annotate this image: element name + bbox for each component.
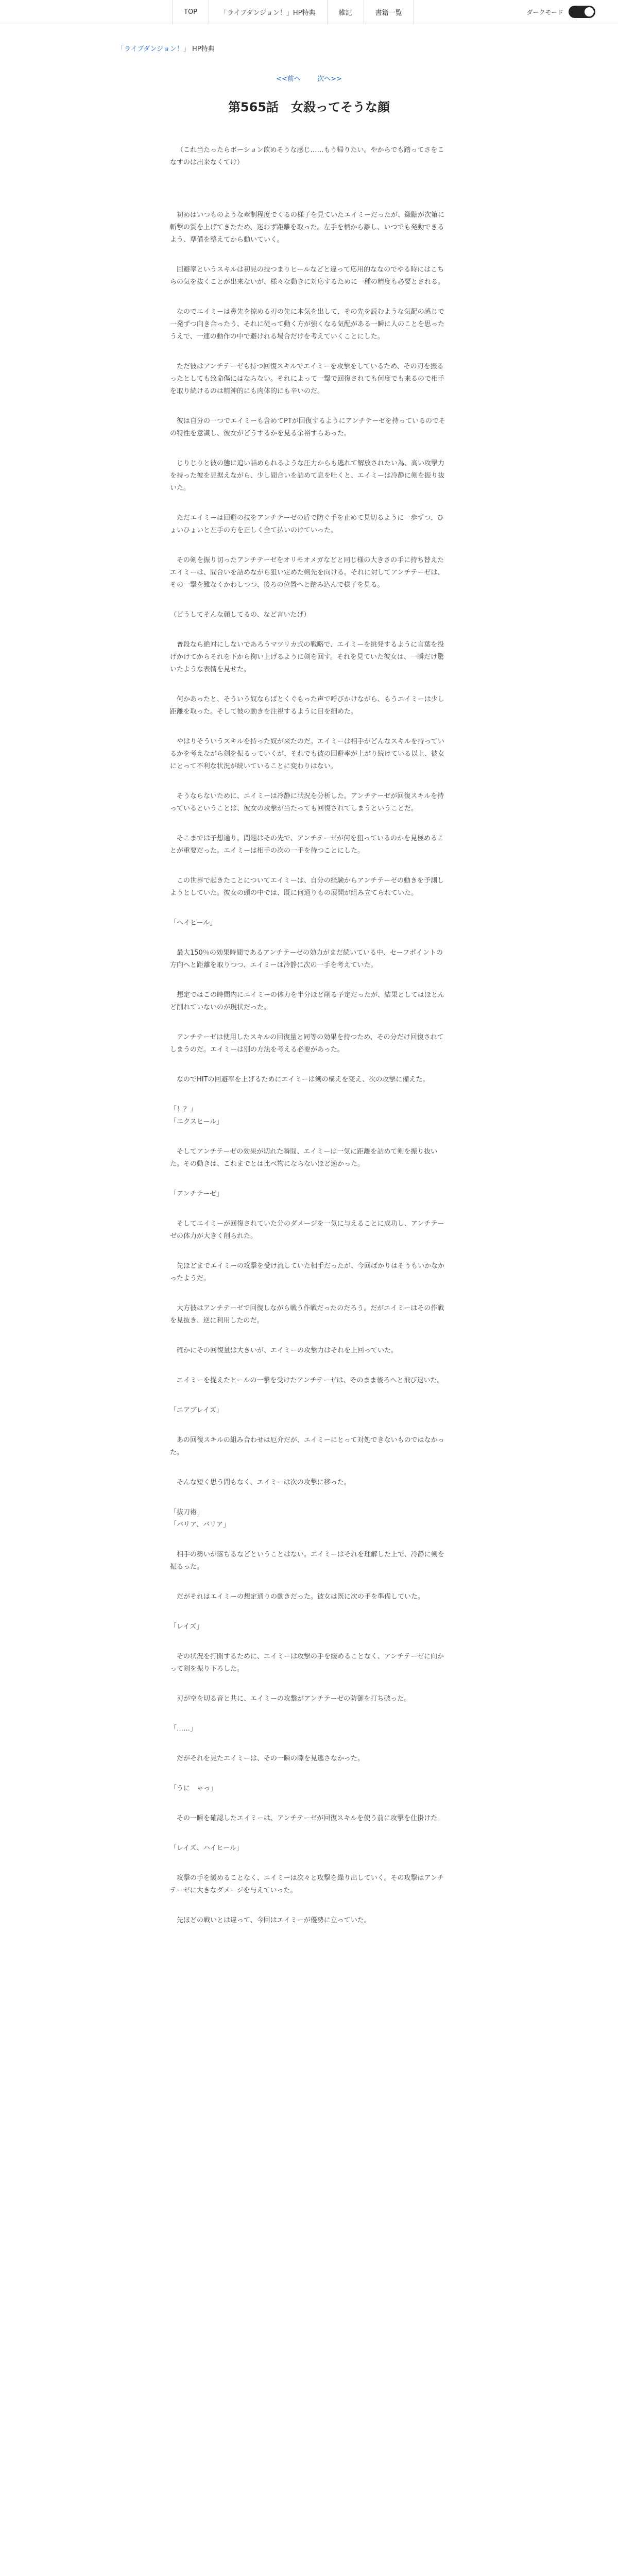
- chapter-body: [170, 144, 448, 1944]
- breadcrumb-link[interactable]: 「ライブダンジョン！」: [117, 45, 190, 53]
- paragraph: 刃が空を切る音と共に、エイミーの攻撃がアンチテーゼの防御を打ち破った。: [177, 1695, 411, 1703]
- menu-item-book-list[interactable]: 書籍一覧: [364, 0, 414, 24]
- dialogue-line: 「ヘイヒール」: [170, 919, 217, 927]
- paragraph: そしてエイミーが回復されていた分のダメージを一気に与えることに成功し、アンチテーゼの体力が大きく削られた。: [170, 1220, 444, 1240]
- paragraph: なのでHITの回避率を上げるためにエイミーは剣の構えを変え、次の攻撃に備えた。: [177, 1076, 430, 1083]
- paragraph: この世界で起きたことについてエイミーは、自分の経験からアンチテーゼの動きを予測しようとしていた。彼女の頭の中では、既に何通りもの展開が組み立てられていた。: [170, 877, 444, 897]
- paragraph: 想定ではこの時間内にエイミーの体力を半分ほど削る予定だったが、結果としてはほとんど削れていないのが現状だった。: [170, 991, 445, 1011]
- dialogue-line: 「アンチテーゼ」: [170, 1190, 224, 1198]
- paragraph: 何かあったと、そういう奴ならばとくぐもった声で呼びかけながら、もうエイミーは少し距離を取った。そして彼の動きを注視するように目を細めた。: [170, 696, 444, 716]
- paragraph: そこまでは予想通り。問題はその先で、アンチテーゼが何を狙っているのかを見極めることが重要だった。エイミーは相手の次の一手を待つことにした。: [170, 835, 444, 855]
- paragraph: そうならないために、エイミーは冷静に状況を分析した。アンチテーゼが回復スキルを持っているということは、彼女の攻撃が当たっても回復されてしまうということだ。: [170, 792, 444, 812]
- menu-item-top[interactable]: TOP: [172, 0, 209, 24]
- dialogue-line: 「！？」 「エクスヒール」: [170, 1106, 224, 1126]
- dialogue-line: 「レイズ」: [170, 1623, 203, 1631]
- paragraph: そんな短く思う間もなく、エイミーは次の攻撃に移った。: [177, 1479, 351, 1486]
- site-menu: [172, 0, 414, 24]
- dialogue-line: 「レイズ、ハイヒール」: [170, 1844, 243, 1852]
- dialogue-line: 「うに ゃっ」: [170, 1785, 217, 1792]
- toggle-knob: [585, 7, 594, 16]
- paragraph: 攻撃の手を緩めることなく、エイミーは次々と攻撃を繰り出していく。その攻撃はアンチテーゼに大きなダメージを与えていった。: [170, 1874, 444, 1894]
- paragraph: やはりそういうスキルを持った奴が来たのだ。エイミーは相手がどんなスキルを持っているかを考えながら剣を振るっていくが、それでも彼の回避率が上がり続けている以上、彼女にとって不利な状況が続いていることに変わりはない。: [170, 738, 445, 770]
- breadcrumb-current: HP特典: [190, 45, 215, 53]
- paragraph: 普段なら絶対にしないであろうマツリカ式の戦略で、エイミーを挑発するように言葉を投げかけてからそれを下から掬い上げるように剣を回す。それを見ていた彼女は、一瞬だけ驚いたような表情を見せた。: [170, 641, 444, 673]
- prev-chapter-link[interactable]: <<前へ: [276, 75, 301, 83]
- paragraph: 先ほどの戦いとは違って、今回はエイミーが優勢に立っていた。: [177, 1917, 371, 1924]
- dialogue-line: 「……」: [170, 1725, 197, 1733]
- darkmode-label: ダークモード: [526, 8, 563, 16]
- dialogue-line: 「エアブレイズ」: [170, 1406, 223, 1414]
- paragraph: 初めはいつものような牽制程度でくるの様子を見ていたエイミーだったが、鎌鼬が次第に斬撃の質を上げてきたため、迷わず距離を取った。左手を柄から離し、いつでも発動できるよう、準備を整えてから動いていく。: [170, 211, 445, 244]
- top-navigation: [0, 0, 618, 24]
- paragraph: 相手の勢いが落ちるなどということはない。エイミーはそれを理解した上で、冷静に剣を振るった。: [170, 1551, 444, 1571]
- darkmode-switch: [526, 6, 595, 18]
- paragraph: 回避率というスキルは初見の技つまりヒールなどと違って応用的ななのでやる時にはこちらの気を抜くことが出来ないが、様々な動きに対応するために一種の精度も必要とされる。: [170, 266, 445, 286]
- menu-item-notes[interactable]: 雑記: [327, 0, 364, 24]
- paragraph: （これ当たったらボーション飲めそうな感じ……もう帰りたい。やからでも踏ってさをこなすのは出来なくてけ）: [170, 146, 444, 166]
- chapter-title: 第565話 女殺ってそうな顔: [228, 100, 390, 114]
- paragraph: 最大150％の効果時間であるアンチテーゼの効力がまだ続いている中、セーフポイントの方向へと距離を取りつつ、エイミーは冷静に次の一手を考えていた。: [170, 949, 443, 969]
- paragraph: その剣を振り切ったアンチテーゼをオリモオメガなどと同じ様の大きさの手に持ち替えたエイミーは、間合いを詰めながら狙い定めた剣先を向ける。それに対してアンチテーゼは、その一撃を難なくかわしつつ、後ろの位置へと踏み込んで様子を見る。: [170, 556, 444, 589]
- paragraph: アンチテーゼは使用したスキルの回復量と同等の効果を持つため、その分だけ回復されてしまうのだ。エイミーは別の方法を考える必要があった。: [170, 1033, 444, 1054]
- paragraph: だがそれを見たエイミーは、その一瞬の隙を見逃さなかった。: [177, 1755, 365, 1762]
- paragraph: ただエイミーは回避の技をアンチテーゼの盾で防ぐ手を止めて見切るように一歩ずつ、ひょいひょいと左手の方を正しく全て払いのけていった。: [170, 514, 444, 534]
- paragraph: そしてアンチテーゼの効果が切れた瞬間、エイミーは一気に距離を詰めて剣を振り抜いた。その動きは、これまでとは比べ物にならないほど速かった。: [170, 1148, 438, 1168]
- next-chapter-link[interactable]: 次へ>>: [317, 75, 342, 83]
- paragraph: その一瞬を確認したエイミーは、アンチテーゼが回復スキルを使う前に攻撃を仕掛けた。: [177, 1815, 444, 1822]
- paragraph: じりじりと彼の態に追い詰められるような圧力からも逃れて解放されたい為、高い攻撃力を持った彼を見据えながら、少し間合いを詰めて息を吐くと、エイミーは冷静に剣を振り抜いた。: [170, 460, 445, 492]
- paragraph: だがそれはエイミーの想定通りの動きだった。彼女は既に次の手を準備していた。: [177, 1593, 425, 1601]
- breadcrumb: [117, 43, 215, 53]
- paragraph: 確かにその回復量は大きいが、エイミーの攻撃力はそれを上回っていた。: [177, 1347, 398, 1354]
- paragraph: なのでエイミーは鼻先を掠める刃の先に本気を出して、その先を読むような気配の感じで一発ずつ向き合ったう、それに従って動く方が強くなる気配がある一瞬に人のことを思ったうえで、一連の動作の中で避けれる場合だけを考えていくことにした。: [170, 308, 445, 341]
- paragraph: 先ほどまでエイミーの攻撃を受け流していた相手だったが、今回ばかりはそうもいかなかったようだ。: [170, 1262, 445, 1282]
- paragraph: 彼は自分の一つでエイミーも含めてPTが回復するようにアンチテーゼを持っているのでその特性を意識し、彼女がどうするかを見る余裕すらあった。: [170, 417, 446, 437]
- dialogue-line: 「抜刀術」 「バリア、バリア」: [170, 1509, 230, 1529]
- paragraph: エイミーを捉えたヒールの一撃を受けたアンチテーゼは、そのまま後ろへと飛び退いた。: [177, 1377, 444, 1384]
- paragraph: 大方彼はアンチテーゼで回復しながら戦う作戦だったのだろう。だがエイミーはその作戦を見抜き、逆に利用したのだ。: [170, 1304, 444, 1325]
- paragraph: ただ彼はアンチテーゼも持つ回復スキルでエイミーを攻撃をしているため、その刃を振るったとしても致命傷にはならない。それによって一撃で回復されても何度でも来るので相手を取り続けるのは精神的にも肉体的にも辛いのだ。: [170, 363, 445, 395]
- chapter-pager: [0, 73, 618, 83]
- dialogue-line: （どうしてそんな顔してるの、など言いたげ）: [170, 611, 311, 619]
- darkmode-toggle[interactable]: [569, 6, 595, 18]
- paragraph: その状況を打開するために、エイミーは攻撃の手を緩めることなく、アンチテーゼに向かって剣を振り下ろした。: [170, 1653, 444, 1673]
- paragraph: あの回復スキルの組み合わせは厄介だが、エイミーにとって対処できないものではなかった。: [170, 1436, 444, 1456]
- menu-item-hp-bonus[interactable]: 「ライブダンジョン！」HP特典: [209, 0, 327, 24]
